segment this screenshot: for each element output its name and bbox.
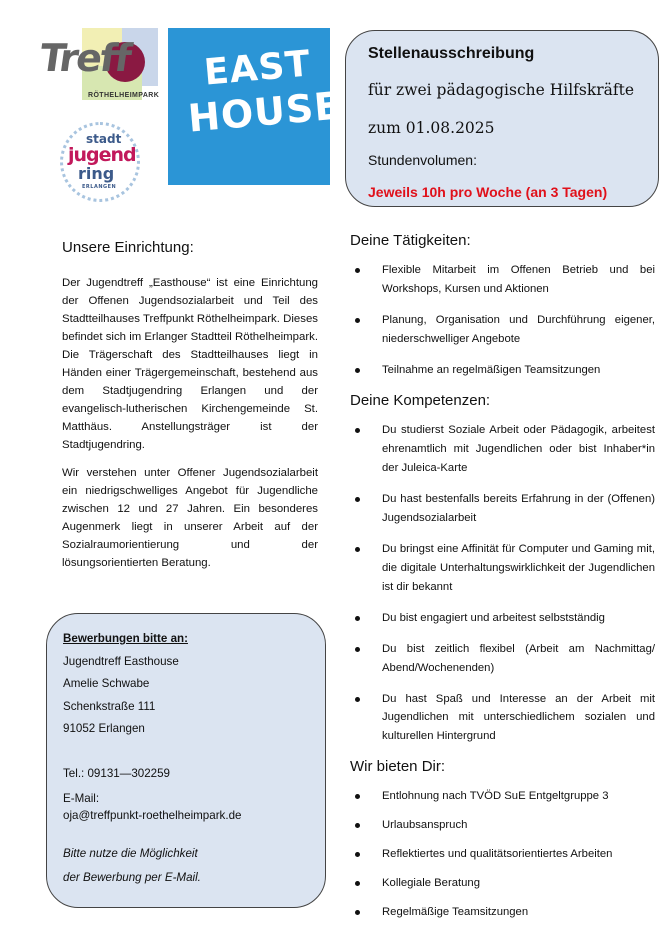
job-title: Stellenausschreibung <box>368 45 535 62</box>
list-item: Flexible Mitarbeit im Offenen Betrieb und bei Workshops, Kursen und Aktionen <box>350 261 655 299</box>
list-item: Du bist engagiert und arbeitest selbstständig <box>350 609 655 628</box>
list-item: Planung, Organisation und Durchführung eigener, niederschwelliger Angebote <box>350 311 655 349</box>
sjr-logo-line3: ring <box>78 164 115 183</box>
contact-note-line1: Bitte nutze die Möglichkeit <box>63 847 198 861</box>
facility-heading: Unsere Einrichtung: <box>62 239 194 256</box>
list-item: Kollegiale Beratung <box>350 874 655 893</box>
application-contact-box <box>46 613 326 908</box>
contact-note-line2: der Bewerbung per E-Mail. <box>63 871 201 885</box>
list-item: Teilnahme an regelmäßigen Teamsitzungen <box>350 361 655 380</box>
contact-name: Amelie Schwabe <box>63 677 150 691</box>
job-header-box <box>345 30 659 207</box>
list-item: Du studierst Soziale Arbeit oder Pädagogik, arbeitest ehrenamtlich mit Jugendlichen oder bist Inhaber*in der Juleica-Karte <box>350 421 655 478</box>
sjr-logo-line2: jugend <box>68 144 136 166</box>
job-subtitle: für zwei pädagogische Hilfskräfte <box>368 81 635 99</box>
contact-city: 91052 Erlangen <box>63 722 145 736</box>
offers-heading: Wir bieten Dir: <box>350 758 446 776</box>
list-item: Du bist zeitlich flexibel (Arbeit am Nachmittag/ Abend/Wochenenden) <box>350 640 655 678</box>
treff-logo-word: Treff <box>36 36 133 80</box>
contact-heading: Bewerbungen bitte an: <box>63 632 188 645</box>
tasks-list <box>350 261 655 380</box>
list-item: Du bringst eine Affinität für Computer und Gaming mit, die digitale Unterhaltungswirklichkeit der Jugendlichen ist dir bekannt <box>350 540 655 597</box>
easthouse-logo-line1: EAST <box>202 43 313 94</box>
contact-org: Jugendtreff Easthouse <box>63 654 179 668</box>
offers-list <box>350 787 655 922</box>
list-item: Du hast Spaß und Interesse an der Arbeit mit Jugendlichen mit unterschiedlichem sozialen und kulturellen Hintergrund <box>350 690 655 747</box>
list-item: Regelmäßige Teamsitzungen <box>350 903 655 922</box>
skills-list <box>350 421 655 747</box>
facility-section <box>62 236 318 582</box>
contact-phone: Tel.: 09131—302259 <box>63 766 171 780</box>
job-start-date: zum 01.08.2025 <box>368 119 495 137</box>
skills-heading: Deine Kompetenzen: <box>350 391 491 409</box>
contact-email-label: E-Mail: <box>63 791 100 805</box>
contact-street: Schenkstraße 111 <box>63 699 156 713</box>
treff-logo-subtitle: RÖTHELHEIMPARK <box>88 92 160 99</box>
tasks-heading: Deine Tätigkeiten: <box>350 232 471 249</box>
hours-value: Jeweils 10h pro Woche (an 3 Tagen) <box>368 184 608 200</box>
facility-paragraph-2: Wir verstehen unter Offener Jugendsozialarbeit ein niedrigschwelliges Angebot für Jugendliche zwischen 12 und 27 Jahren. Ein besonderes Augenmerk liegt in unserer Arbeit auf der Sozialraumorientierung und der lösungsorientierten Beratung. <box>62 466 318 569</box>
list-item: Du hast bestenfalls bereits Erfahrung in der (Offenen) Jugendsozialarbeit <box>350 490 655 528</box>
sjr-logo-line1: stadt <box>86 132 122 146</box>
facility-paragraph-1: Der Jugendtreff „Easthouse“ ist eine Einrichtung der Offenen Jugendsozialarbeit und Teil des Stadtteilhauses Treffpunkt Röthelheimpark. Dieses befindet sich im Erlanger Stadtteil Röthelheimpark. Die Trägerschaft des Stadtteilhauses liegt in Händen einer Trägergemeinschaft, bestehend aus dem Stadtjugendring Erlangen und der evangelisch-lutherischen Kirchengemeinde St. Matthäus. Anstellungsträger ist der Stadtjugendring. <box>62 276 318 451</box>
requirements-column <box>350 232 655 932</box>
treff-logo <box>36 28 160 108</box>
hours-label: Stundenvolumen: <box>368 152 477 168</box>
sjr-logo-line4: ERLANGEN <box>82 184 117 190</box>
contact-email: oja@treffpunkt-roethelheimpark.de <box>63 808 242 822</box>
easthouse-logo-line2: HOUSE <box>186 83 343 141</box>
list-item: Reflektiertes und qualitätsorientiertes Arbeiten <box>350 845 655 864</box>
stadtjugendring-logo <box>60 122 140 198</box>
easthouse-logo <box>168 28 343 185</box>
list-item: Entlohnung nach TVÖD SuE Entgeltgruppe 3 <box>350 787 655 806</box>
list-item: Urlaubsanspruch <box>350 816 655 835</box>
